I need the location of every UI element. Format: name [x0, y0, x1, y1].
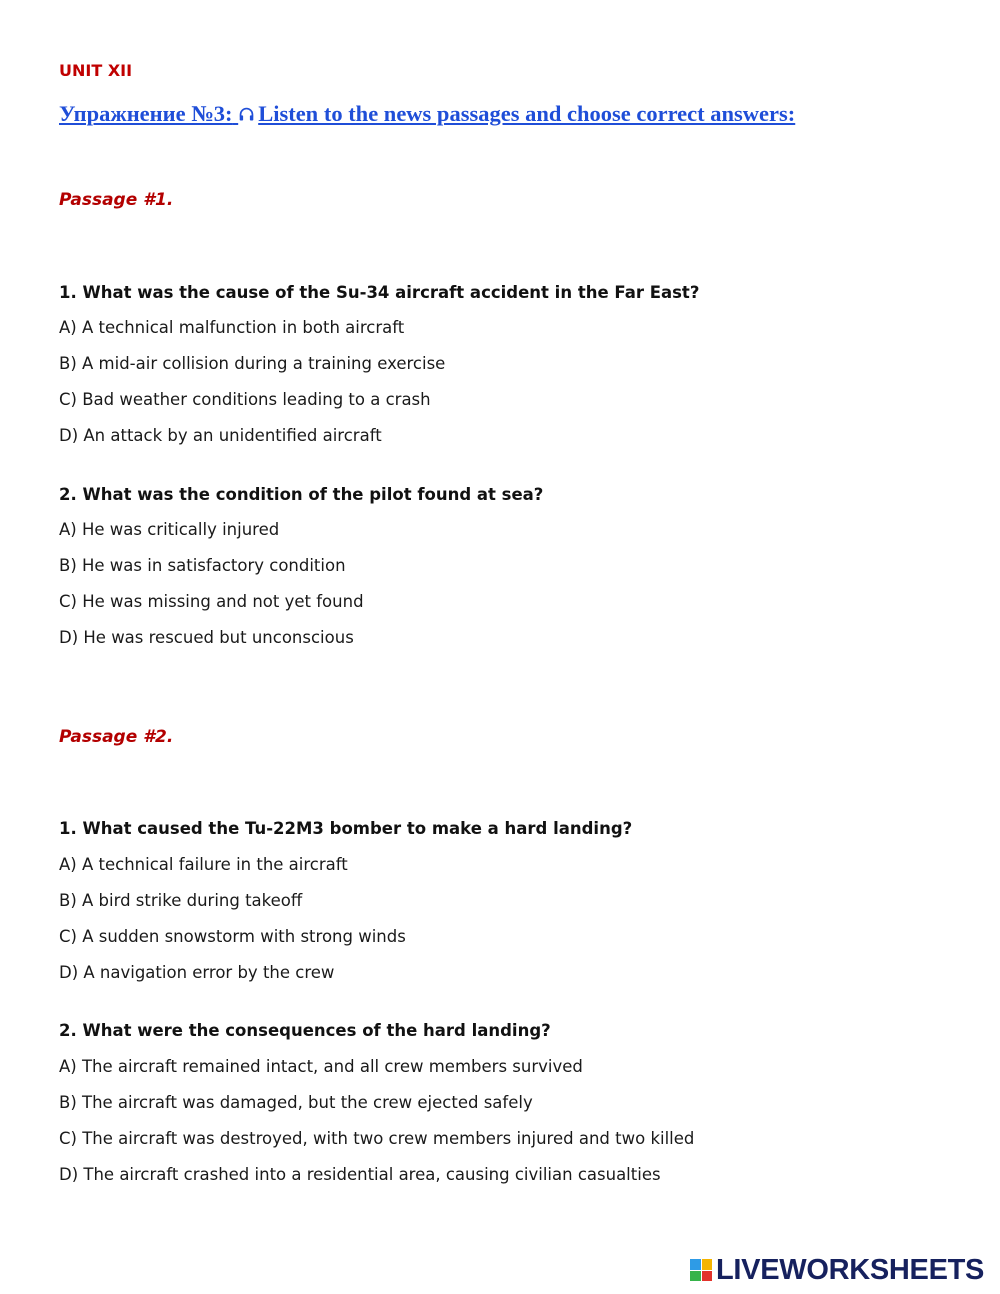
passage-1-q1-option-b[interactable]: B) A mid-air collision during a training exercise: [59, 354, 446, 373]
exercise-instruction: Listen to the news passages and choose correct answers:: [258, 101, 796, 126]
brand-name: LIVEWORKSHEETS: [716, 1253, 985, 1286]
passage-2-q2-option-d[interactable]: D) The aircraft crashed into a residential area, causing civilian casualties: [59, 1165, 661, 1184]
passage-1-q2-option-a[interactable]: A) He was critically injured: [59, 520, 280, 539]
passage-2-q2-option-c[interactable]: C) The aircraft was destroyed, with two crew members injured and two killed: [59, 1129, 695, 1148]
passage-2-title: Passage #2.: [59, 727, 174, 747]
liveworksheets-logo-icon: [690, 1259, 712, 1281]
unit-heading: UNIT XII: [59, 61, 133, 80]
exercise-number: Упражнение №3:: [59, 101, 233, 126]
passage-1-q1-option-d[interactable]: D) An attack by an unidentified aircraft: [59, 426, 382, 445]
passage-2-question-1: 1. What caused the Tu-22M3 bomber to make a hard landing?: [59, 819, 633, 838]
liveworksheets-logo[interactable]: [690, 1254, 984, 1286]
passage-1-title: Passage #1.: [59, 190, 174, 210]
headphones-icon: [238, 106, 255, 123]
passage-2-question-2: 2. What were the consequences of the hard landing?: [59, 1021, 551, 1040]
passage-1-question-1: 1. What was the cause of the Su-34 aircraft accident in the Far East?: [59, 283, 700, 302]
passage-2-q1-option-d[interactable]: D) A navigation error by the crew: [59, 963, 335, 982]
passage-2-q2-option-b[interactable]: B) The aircraft was damaged, but the crew ejected safely: [59, 1093, 533, 1112]
passage-1-q1-option-a[interactable]: A) A technical malfunction in both aircraft: [59, 318, 405, 337]
passage-1-q2-option-c[interactable]: C) He was missing and not yet found: [59, 592, 364, 611]
passage-1-q2-option-b[interactable]: B) He was in satisfactory condition: [59, 556, 346, 575]
passage-2-q1-option-c[interactable]: C) A sudden snowstorm with strong winds: [59, 927, 406, 946]
passage-2-q1-option-a[interactable]: A) A technical failure in the aircraft: [59, 855, 348, 874]
passage-1-q1-option-c[interactable]: C) Bad weather conditions leading to a crash: [59, 390, 431, 409]
exercise-title-link[interactable]: [59, 101, 795, 127]
passage-2-q1-option-b[interactable]: B) A bird strike during takeoff: [59, 891, 303, 910]
passage-2-q2-option-a[interactable]: A) The aircraft remained intact, and all crew members survived: [59, 1057, 583, 1076]
passage-1-question-2: 2. What was the condition of the pilot found at sea?: [59, 485, 544, 504]
passage-1-q2-option-d[interactable]: D) He was rescued but unconscious: [59, 628, 354, 647]
